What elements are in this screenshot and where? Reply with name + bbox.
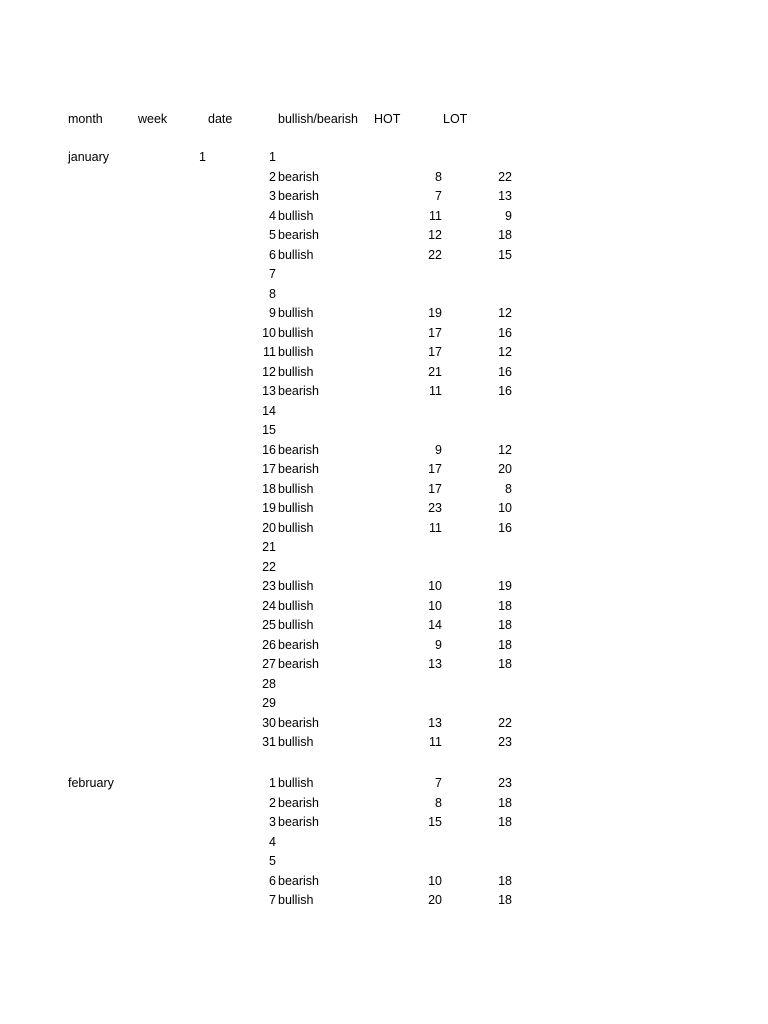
date-cell: 19 [262, 501, 276, 515]
hot-cell: 10 [428, 579, 442, 593]
bullish-bearish-cell: bullish [278, 501, 314, 515]
hot-cell: 17 [428, 462, 442, 476]
date-cell: 29 [262, 696, 276, 710]
bullish-bearish-cell: bearish [278, 815, 319, 829]
lot-cell: 18 [498, 638, 512, 652]
lot-cell: 13 [498, 189, 512, 203]
header-lot: LOT [443, 112, 468, 126]
bullish-bearish-cell: bearish [278, 638, 319, 652]
hot-cell: 11 [429, 384, 442, 398]
date-cell: 4 [269, 209, 276, 223]
bullish-bearish-cell: bullish [278, 618, 314, 632]
bullish-bearish-cell: bearish [278, 384, 319, 398]
date-cell: 7 [269, 267, 276, 281]
hot-cell: 7 [435, 189, 442, 203]
date-cell: 2 [269, 170, 276, 184]
hot-cell: 12 [428, 228, 442, 242]
date-cell: 10 [262, 326, 276, 340]
date-cell: 28 [262, 677, 276, 691]
hot-cell: 17 [428, 345, 442, 359]
hot-cell: 19 [428, 306, 442, 320]
lot-cell: 8 [505, 482, 512, 496]
lot-cell: 16 [498, 384, 512, 398]
hot-cell: 23 [428, 501, 442, 515]
lot-cell: 22 [498, 716, 512, 730]
date-cell: 3 [269, 189, 276, 203]
date-cell: 11 [263, 345, 276, 359]
date-cell: 8 [269, 287, 276, 301]
bullish-bearish-cell: bullish [278, 306, 314, 320]
date-cell: 1 [269, 776, 276, 790]
date-cell: 30 [262, 716, 276, 730]
hot-cell: 17 [428, 482, 442, 496]
lot-cell: 20 [498, 462, 512, 476]
bullish-bearish-cell: bullish [278, 248, 314, 262]
hot-cell: 11 [429, 209, 442, 223]
lot-cell: 18 [498, 796, 512, 810]
hot-cell: 11 [429, 521, 442, 535]
lot-cell: 10 [498, 501, 512, 515]
lot-cell: 23 [498, 735, 512, 749]
lot-cell: 23 [498, 776, 512, 790]
bullish-bearish-cell: bullish [278, 599, 314, 613]
bullish-bearish-cell: bearish [278, 874, 319, 888]
date-cell: 2 [269, 796, 276, 810]
lot-cell: 12 [498, 306, 512, 320]
bullish-bearish-cell: bullish [278, 735, 314, 749]
hot-cell: 9 [435, 638, 442, 652]
date-cell: 27 [262, 657, 276, 671]
date-cell: 5 [269, 228, 276, 242]
month-label-january: january [68, 150, 109, 164]
bullish-bearish-cell: bullish [278, 209, 314, 223]
bullish-bearish-cell: bearish [278, 657, 319, 671]
hot-cell: 15 [428, 815, 442, 829]
bullish-bearish-cell: bearish [278, 462, 319, 476]
date-cell: 18 [262, 482, 276, 496]
lot-cell: 16 [498, 326, 512, 340]
bullish-bearish-cell: bullish [278, 326, 314, 340]
hot-cell: 10 [428, 599, 442, 613]
month-label-february: february [68, 776, 114, 790]
bullish-bearish-cell: bullish [278, 579, 314, 593]
date-cell: 14 [262, 404, 276, 418]
bullish-bearish-cell: bullish [278, 521, 314, 535]
date-cell: 5 [269, 854, 276, 868]
date-cell: 21 [262, 540, 276, 554]
hot-cell: 11 [429, 735, 442, 749]
lot-cell: 18 [498, 599, 512, 613]
date-cell: 25 [262, 618, 276, 632]
hot-cell: 14 [428, 618, 442, 632]
date-cell: 6 [269, 248, 276, 262]
lot-cell: 16 [498, 365, 512, 379]
date-cell: 1 [269, 150, 276, 164]
bullish-bearish-cell: bearish [278, 170, 319, 184]
bullish-bearish-cell: bullish [278, 345, 314, 359]
hot-cell: 9 [435, 443, 442, 457]
date-cell: 6 [269, 874, 276, 888]
date-cell: 15 [262, 423, 276, 437]
bullish-bearish-cell: bearish [278, 189, 319, 203]
hot-cell: 10 [428, 874, 442, 888]
lot-cell: 16 [498, 521, 512, 535]
date-cell: 3 [269, 815, 276, 829]
hot-cell: 13 [428, 716, 442, 730]
date-cell: 31 [262, 735, 276, 749]
hot-cell: 21 [428, 365, 442, 379]
lot-cell: 18 [498, 228, 512, 242]
date-cell: 24 [262, 599, 276, 613]
hot-cell: 8 [435, 796, 442, 810]
header-date: date [208, 112, 233, 126]
date-cell: 9 [269, 306, 276, 320]
hot-cell: 7 [435, 776, 442, 790]
week-label-january: 1 [199, 150, 206, 164]
date-cell: 22 [262, 560, 276, 574]
header-month: month [68, 112, 103, 126]
bullish-bearish-cell: bearish [278, 716, 319, 730]
date-cell: 13 [262, 384, 276, 398]
date-cell: 4 [269, 835, 276, 849]
date-cell: 20 [262, 521, 276, 535]
bullish-bearish-cell: bullish [278, 482, 314, 496]
lot-cell: 18 [498, 657, 512, 671]
hot-cell: 17 [428, 326, 442, 340]
date-cell: 12 [262, 365, 276, 379]
lot-cell: 12 [498, 345, 512, 359]
lot-cell: 15 [498, 248, 512, 262]
date-cell: 7 [269, 893, 276, 907]
bullish-bearish-cell: bullish [278, 776, 314, 790]
lot-cell: 19 [498, 579, 512, 593]
header-week: week [138, 112, 168, 126]
hot-cell: 8 [435, 170, 442, 184]
lot-cell: 18 [498, 618, 512, 632]
lot-cell: 18 [498, 815, 512, 829]
bullish-bearish-cell: bullish [278, 365, 314, 379]
bullish-bearish-cell: bearish [278, 228, 319, 242]
lot-cell: 12 [498, 443, 512, 457]
bullish-bearish-cell: bearish [278, 796, 319, 810]
date-cell: 26 [262, 638, 276, 652]
hot-cell: 22 [428, 248, 442, 262]
header-bullish-bearish: bullish/bearish [278, 112, 358, 126]
lot-cell: 18 [498, 874, 512, 888]
hot-cell: 20 [428, 893, 442, 907]
header-hot: HOT [374, 112, 401, 126]
date-cell: 23 [262, 579, 276, 593]
bullish-bearish-cell: bearish [278, 443, 319, 457]
date-cell: 16 [262, 443, 276, 457]
date-cell: 17 [262, 462, 276, 476]
lot-cell: 9 [505, 209, 512, 223]
bullish-bearish-cell: bullish [278, 893, 314, 907]
hot-cell: 13 [428, 657, 442, 671]
lot-cell: 22 [498, 170, 512, 184]
lot-cell: 18 [498, 893, 512, 907]
